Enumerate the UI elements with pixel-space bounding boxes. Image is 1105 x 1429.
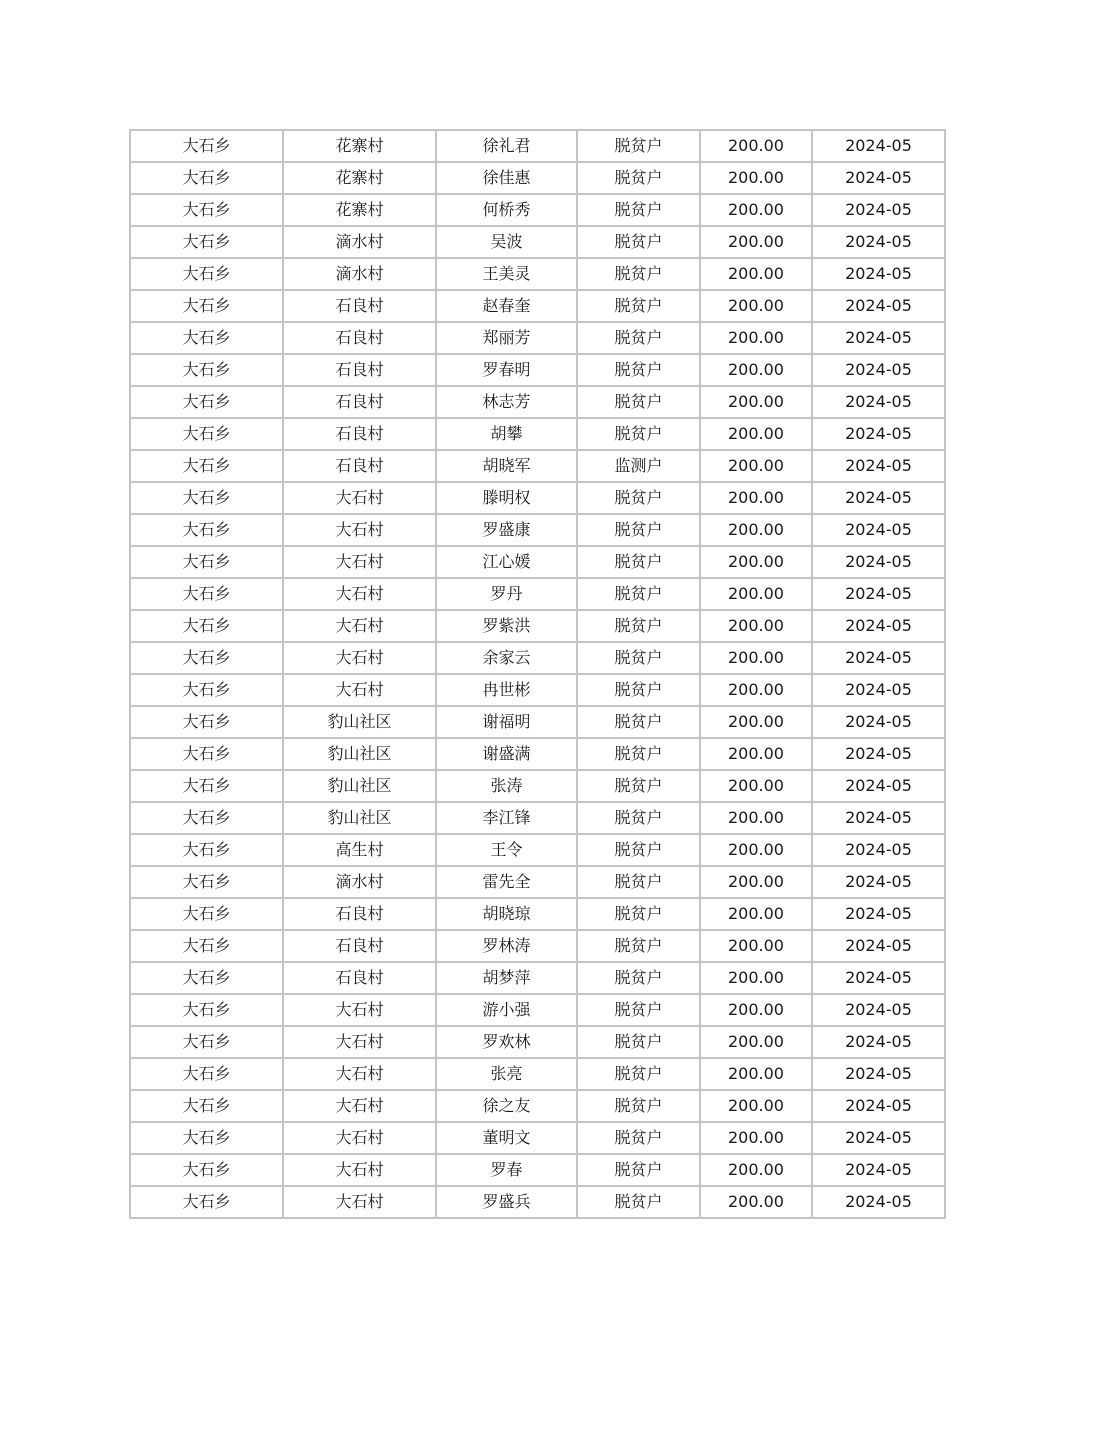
household-type-cell: 脱贫户 <box>577 1122 700 1154</box>
township-cell: 大石乡 <box>130 226 283 258</box>
township-cell: 大石乡 <box>130 642 283 674</box>
amount-cell: 200.00 <box>700 322 812 354</box>
name-cell: 滕明权 <box>436 482 577 514</box>
amount-cell: 200.00 <box>700 898 812 930</box>
household-type-cell: 监测户 <box>577 450 700 482</box>
township-cell: 大石乡 <box>130 770 283 802</box>
table-row <box>130 962 945 994</box>
table-row <box>130 994 945 1026</box>
period-cell: 2024-05 <box>812 642 945 674</box>
township-cell: 大石乡 <box>130 1186 283 1218</box>
household-type-cell: 脱贫户 <box>577 418 700 450</box>
household-type-cell: 脱贫户 <box>577 1154 700 1186</box>
township-cell: 大石乡 <box>130 514 283 546</box>
household-type-cell: 脱贫户 <box>577 162 700 194</box>
amount-cell: 200.00 <box>700 194 812 226</box>
table-row <box>130 1090 945 1122</box>
township-cell: 大石乡 <box>130 322 283 354</box>
household-type-cell: 脱贫户 <box>577 770 700 802</box>
village-cell: 石良村 <box>283 322 436 354</box>
table-row <box>130 258 945 290</box>
period-cell: 2024-05 <box>812 354 945 386</box>
village-cell: 大石村 <box>283 514 436 546</box>
township-cell: 大石乡 <box>130 1154 283 1186</box>
period-cell: 2024-05 <box>812 770 945 802</box>
amount-cell: 200.00 <box>700 802 812 834</box>
household-type-cell: 脱贫户 <box>577 226 700 258</box>
township-cell: 大石乡 <box>130 674 283 706</box>
name-cell: 游小强 <box>436 994 577 1026</box>
village-cell: 花寨村 <box>283 162 436 194</box>
name-cell: 李江锋 <box>436 802 577 834</box>
village-cell: 石良村 <box>283 962 436 994</box>
table-row <box>130 482 945 514</box>
household-type-cell: 脱贫户 <box>577 866 700 898</box>
period-cell: 2024-05 <box>812 930 945 962</box>
amount-cell: 200.00 <box>700 706 812 738</box>
period-cell: 2024-05 <box>812 802 945 834</box>
amount-cell: 200.00 <box>700 1058 812 1090</box>
village-cell: 豹山社区 <box>283 738 436 770</box>
township-cell: 大石乡 <box>130 738 283 770</box>
household-type-cell: 脱贫户 <box>577 482 700 514</box>
table-row <box>130 1122 945 1154</box>
period-cell: 2024-05 <box>812 386 945 418</box>
name-cell: 罗盛兵 <box>436 1186 577 1218</box>
period-cell: 2024-05 <box>812 1186 945 1218</box>
township-cell: 大石乡 <box>130 994 283 1026</box>
period-cell: 2024-05 <box>812 738 945 770</box>
amount-cell: 200.00 <box>700 994 812 1026</box>
village-cell: 大石村 <box>283 1154 436 1186</box>
period-cell: 2024-05 <box>812 546 945 578</box>
amount-cell: 200.00 <box>700 1186 812 1218</box>
period-cell: 2024-05 <box>812 1026 945 1058</box>
data-table <box>129 129 946 1219</box>
name-cell: 林志芳 <box>436 386 577 418</box>
period-cell: 2024-05 <box>812 514 945 546</box>
household-type-cell: 脱贫户 <box>577 1058 700 1090</box>
period-cell: 2024-05 <box>812 674 945 706</box>
table-row <box>130 290 945 322</box>
household-type-cell: 脱贫户 <box>577 706 700 738</box>
amount-cell: 200.00 <box>700 354 812 386</box>
village-cell: 石良村 <box>283 290 436 322</box>
table-body <box>130 130 945 1218</box>
name-cell: 谢福明 <box>436 706 577 738</box>
township-cell: 大石乡 <box>130 418 283 450</box>
name-cell: 胡晓军 <box>436 450 577 482</box>
village-cell: 大石村 <box>283 1090 436 1122</box>
amount-cell: 200.00 <box>700 226 812 258</box>
name-cell: 胡晓琼 <box>436 898 577 930</box>
amount-cell: 200.00 <box>700 930 812 962</box>
village-cell: 大石村 <box>283 674 436 706</box>
village-cell: 大石村 <box>283 1122 436 1154</box>
amount-cell: 200.00 <box>700 418 812 450</box>
township-cell: 大石乡 <box>130 610 283 642</box>
period-cell: 2024-05 <box>812 162 945 194</box>
period-cell: 2024-05 <box>812 194 945 226</box>
amount-cell: 200.00 <box>700 1154 812 1186</box>
name-cell: 赵春奎 <box>436 290 577 322</box>
township-cell: 大石乡 <box>130 194 283 226</box>
amount-cell: 200.00 <box>700 290 812 322</box>
name-cell: 王令 <box>436 834 577 866</box>
amount-cell: 200.00 <box>700 546 812 578</box>
table-row <box>130 194 945 226</box>
name-cell: 张涛 <box>436 770 577 802</box>
village-cell: 大石村 <box>283 1186 436 1218</box>
township-cell: 大石乡 <box>130 834 283 866</box>
amount-cell: 200.00 <box>700 834 812 866</box>
amount-cell: 200.00 <box>700 642 812 674</box>
household-type-cell: 脱贫户 <box>577 738 700 770</box>
table-row <box>130 386 945 418</box>
table-row <box>130 226 945 258</box>
name-cell: 冉世彬 <box>436 674 577 706</box>
name-cell: 罗丹 <box>436 578 577 610</box>
household-type-cell: 脱贫户 <box>577 386 700 418</box>
table-row <box>130 610 945 642</box>
name-cell: 胡攀 <box>436 418 577 450</box>
village-cell: 大石村 <box>283 482 436 514</box>
village-cell: 滴水村 <box>283 226 436 258</box>
township-cell: 大石乡 <box>130 258 283 290</box>
amount-cell: 200.00 <box>700 450 812 482</box>
table-row <box>130 802 945 834</box>
village-cell: 大石村 <box>283 578 436 610</box>
table-row <box>130 674 945 706</box>
household-type-cell: 脱贫户 <box>577 354 700 386</box>
name-cell: 徐佳惠 <box>436 162 577 194</box>
township-cell: 大石乡 <box>130 450 283 482</box>
township-cell: 大石乡 <box>130 866 283 898</box>
township-cell: 大石乡 <box>130 1058 283 1090</box>
name-cell: 董明文 <box>436 1122 577 1154</box>
village-cell: 花寨村 <box>283 130 436 162</box>
table-row <box>130 1186 945 1218</box>
amount-cell: 200.00 <box>700 1090 812 1122</box>
village-cell: 高生村 <box>283 834 436 866</box>
name-cell: 余家云 <box>436 642 577 674</box>
period-cell: 2024-05 <box>812 290 945 322</box>
amount-cell: 200.00 <box>700 258 812 290</box>
name-cell: 雷先全 <box>436 866 577 898</box>
household-type-cell: 脱贫户 <box>577 674 700 706</box>
table-row <box>130 162 945 194</box>
household-type-cell: 脱贫户 <box>577 610 700 642</box>
amount-cell: 200.00 <box>700 514 812 546</box>
table-row <box>130 834 945 866</box>
township-cell: 大石乡 <box>130 962 283 994</box>
amount-cell: 200.00 <box>700 130 812 162</box>
village-cell: 大石村 <box>283 546 436 578</box>
period-cell: 2024-05 <box>812 1154 945 1186</box>
period-cell: 2024-05 <box>812 482 945 514</box>
table-row <box>130 930 945 962</box>
village-cell: 大石村 <box>283 1026 436 1058</box>
household-type-cell: 脱贫户 <box>577 962 700 994</box>
table-row <box>130 1026 945 1058</box>
amount-cell: 200.00 <box>700 962 812 994</box>
name-cell: 谢盛满 <box>436 738 577 770</box>
period-cell: 2024-05 <box>812 610 945 642</box>
period-cell: 2024-05 <box>812 578 945 610</box>
household-type-cell: 脱贫户 <box>577 578 700 610</box>
period-cell: 2024-05 <box>812 418 945 450</box>
period-cell: 2024-05 <box>812 258 945 290</box>
period-cell: 2024-05 <box>812 1090 945 1122</box>
table-row <box>130 450 945 482</box>
township-cell: 大石乡 <box>130 130 283 162</box>
household-type-cell: 脱贫户 <box>577 642 700 674</box>
name-cell: 吴波 <box>436 226 577 258</box>
township-cell: 大石乡 <box>130 354 283 386</box>
table-row <box>130 130 945 162</box>
table-row <box>130 642 945 674</box>
name-cell: 郑丽芳 <box>436 322 577 354</box>
household-type-cell: 脱贫户 <box>577 1186 700 1218</box>
amount-cell: 200.00 <box>700 1122 812 1154</box>
name-cell: 罗林涛 <box>436 930 577 962</box>
period-cell: 2024-05 <box>812 1122 945 1154</box>
township-cell: 大石乡 <box>130 578 283 610</box>
amount-cell: 200.00 <box>700 162 812 194</box>
township-cell: 大石乡 <box>130 1026 283 1058</box>
village-cell: 石良村 <box>283 386 436 418</box>
table-row <box>130 322 945 354</box>
village-cell: 滴水村 <box>283 258 436 290</box>
village-cell: 石良村 <box>283 450 436 482</box>
period-cell: 2024-05 <box>812 1058 945 1090</box>
name-cell: 何桥秀 <box>436 194 577 226</box>
table-row <box>130 706 945 738</box>
name-cell: 徐之友 <box>436 1090 577 1122</box>
township-cell: 大石乡 <box>130 546 283 578</box>
village-cell: 石良村 <box>283 354 436 386</box>
amount-cell: 200.00 <box>700 386 812 418</box>
household-type-cell: 脱贫户 <box>577 994 700 1026</box>
household-type-cell: 脱贫户 <box>577 194 700 226</box>
amount-cell: 200.00 <box>700 578 812 610</box>
table-row <box>130 546 945 578</box>
table-row <box>130 770 945 802</box>
amount-cell: 200.00 <box>700 1026 812 1058</box>
household-type-cell: 脱贫户 <box>577 1026 700 1058</box>
village-cell: 大石村 <box>283 1058 436 1090</box>
name-cell: 罗紫洪 <box>436 610 577 642</box>
period-cell: 2024-05 <box>812 962 945 994</box>
household-type-cell: 脱贫户 <box>577 514 700 546</box>
amount-cell: 200.00 <box>700 866 812 898</box>
household-type-cell: 脱贫户 <box>577 898 700 930</box>
village-cell: 大石村 <box>283 994 436 1026</box>
township-cell: 大石乡 <box>130 386 283 418</box>
period-cell: 2024-05 <box>812 226 945 258</box>
table-row <box>130 866 945 898</box>
table-row <box>130 738 945 770</box>
table-row <box>130 418 945 450</box>
name-cell: 张亮 <box>436 1058 577 1090</box>
township-cell: 大石乡 <box>130 930 283 962</box>
village-cell: 滴水村 <box>283 866 436 898</box>
name-cell: 罗春明 <box>436 354 577 386</box>
village-cell: 石良村 <box>283 418 436 450</box>
period-cell: 2024-05 <box>812 994 945 1026</box>
township-cell: 大石乡 <box>130 1122 283 1154</box>
village-cell: 石良村 <box>283 930 436 962</box>
period-cell: 2024-05 <box>812 834 945 866</box>
village-cell: 石良村 <box>283 898 436 930</box>
amount-cell: 200.00 <box>700 674 812 706</box>
period-cell: 2024-05 <box>812 322 945 354</box>
name-cell: 江心媛 <box>436 546 577 578</box>
village-cell: 大石村 <box>283 610 436 642</box>
township-cell: 大石乡 <box>130 290 283 322</box>
amount-cell: 200.00 <box>700 770 812 802</box>
household-type-cell: 脱贫户 <box>577 1090 700 1122</box>
table-row <box>130 578 945 610</box>
table-row <box>130 1058 945 1090</box>
village-cell: 豹山社区 <box>283 770 436 802</box>
village-cell: 大石村 <box>283 642 436 674</box>
amount-cell: 200.00 <box>700 738 812 770</box>
name-cell: 罗欢林 <box>436 1026 577 1058</box>
amount-cell: 200.00 <box>700 482 812 514</box>
village-cell: 花寨村 <box>283 194 436 226</box>
township-cell: 大石乡 <box>130 898 283 930</box>
township-cell: 大石乡 <box>130 482 283 514</box>
name-cell: 罗盛康 <box>436 514 577 546</box>
village-cell: 豹山社区 <box>283 706 436 738</box>
period-cell: 2024-05 <box>812 706 945 738</box>
township-cell: 大石乡 <box>130 1090 283 1122</box>
table-row <box>130 354 945 386</box>
name-cell: 徐礼君 <box>436 130 577 162</box>
period-cell: 2024-05 <box>812 130 945 162</box>
period-cell: 2024-05 <box>812 898 945 930</box>
township-cell: 大石乡 <box>130 802 283 834</box>
table-row <box>130 1154 945 1186</box>
period-cell: 2024-05 <box>812 450 945 482</box>
household-type-cell: 脱贫户 <box>577 802 700 834</box>
household-type-cell: 脱贫户 <box>577 834 700 866</box>
name-cell: 罗春 <box>436 1154 577 1186</box>
name-cell: 胡梦萍 <box>436 962 577 994</box>
village-cell: 豹山社区 <box>283 802 436 834</box>
household-type-cell: 脱贫户 <box>577 322 700 354</box>
household-type-cell: 脱贫户 <box>577 130 700 162</box>
table-row <box>130 898 945 930</box>
period-cell: 2024-05 <box>812 866 945 898</box>
household-type-cell: 脱贫户 <box>577 258 700 290</box>
table-row <box>130 514 945 546</box>
township-cell: 大石乡 <box>130 706 283 738</box>
name-cell: 王美灵 <box>436 258 577 290</box>
township-cell: 大石乡 <box>130 162 283 194</box>
amount-cell: 200.00 <box>700 610 812 642</box>
household-type-cell: 脱贫户 <box>577 930 700 962</box>
household-type-cell: 脱贫户 <box>577 546 700 578</box>
household-type-cell: 脱贫户 <box>577 290 700 322</box>
